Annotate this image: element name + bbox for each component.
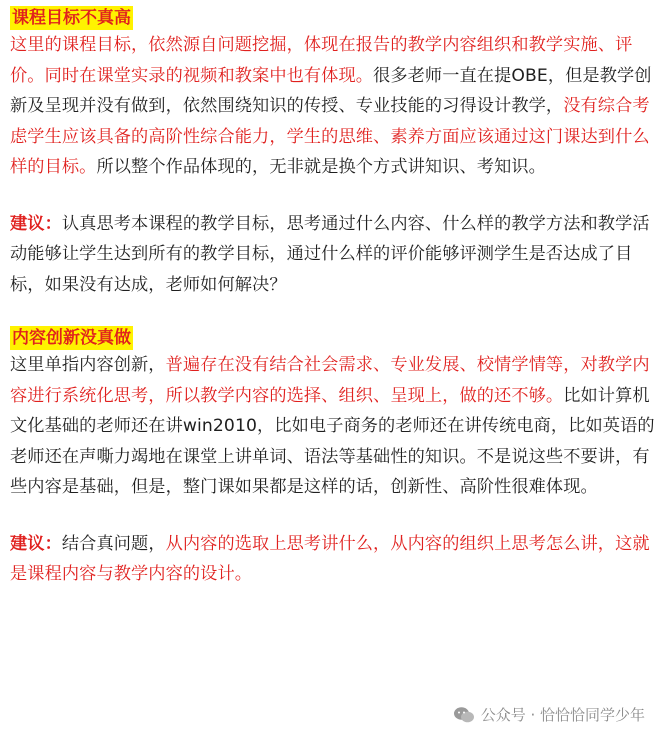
text-span: 所以整个作品体现的，无非就是换个方式讲知识、考知识。 [96, 157, 546, 177]
text-span: 很多老师一直在提OBE，但是教学创新及呈现并没有做到，依然围绕知识的传授、专业技能的习得设计教学， [10, 65, 652, 116]
text-span: 比如计算机文化基础的老师还在讲win2010，比如电子商务的老师还在讲传统电商，比如英语的老师还在声嘶力竭地在课堂上讲单词、语法等基础性的知识。不是说这些不要讲，有些内容是基础，但是，整门课如果都是这样的话，创新性、高阶性很难体现。 [10, 385, 655, 497]
suggestion-label: 建议： [10, 213, 62, 234]
article-body [10, 6, 662, 590]
suggestion-goals [10, 209, 662, 301]
section-heading-content: 内容创新没真做 [12, 328, 131, 348]
watermark-text: 公众号 · 恰恰恰同学少年 [480, 706, 645, 724]
text-span: 结合真问题， [61, 533, 166, 554]
text-span: 这里的课程目标，依然源自问题挖掘，体现在报告的教学内容组织和教学实施、评价。同时在课堂实录的视频和教案中也有体现。 [10, 35, 633, 86]
suggestion-label: 建议： [10, 533, 62, 554]
suggestion-text: 认真思考本课程的教学目标，思考通过什么内容、什么样的教学方法和教学活动能够让学生达到所有的教学目标，通过什么样的评价能够评测学生是否达成了目标，如果没有达成，老师如何解决？ [10, 213, 650, 295]
paragraph-content [10, 350, 662, 503]
watermark [453, 704, 645, 725]
text-span: 从内容的选取上思考讲什么，从内容的组织上思考怎么讲，这就是课程内容与教学内容的设计。 [10, 533, 650, 584]
text-span: 这里单指内容创新， [10, 355, 166, 375]
section-heading-goals: 课程目标不真高 [12, 8, 131, 28]
section-content [10, 326, 662, 590]
wechat-official-account-icon [453, 706, 475, 724]
suggestion-content [10, 529, 662, 590]
text-span: 没有综合考虑学生应该具备的高阶性综合能力，学生的思维、素养方面应该通过这门课达到什么样的目标。 [10, 96, 650, 177]
section-goals [10, 6, 662, 300]
text-span: 普遍存在没有结合社会需求、专业发展、校情学情等，对教学内容进行系统化思考，所以教学内容的选择、组织、呈现上，做的还不够。 [10, 355, 650, 406]
paragraph-goals [10, 30, 662, 183]
